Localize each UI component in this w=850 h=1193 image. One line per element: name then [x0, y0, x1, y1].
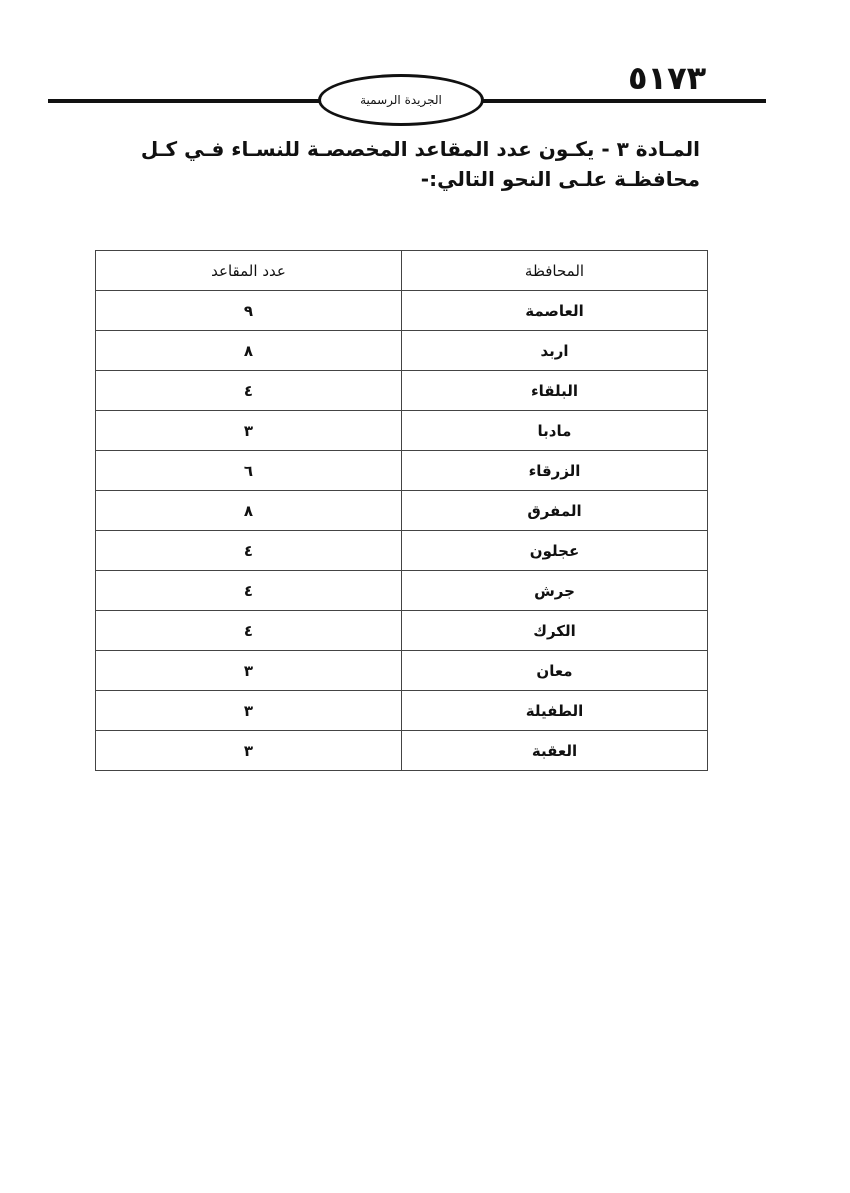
- table-row: [96, 731, 708, 771]
- table-row: [96, 331, 708, 371]
- seats-cell: ٤: [96, 371, 402, 411]
- governorate-cell: عجلون: [402, 531, 708, 571]
- seats-table: [95, 250, 708, 771]
- governorate-cell: البلقاء: [402, 371, 708, 411]
- governorate-cell: معان: [402, 651, 708, 691]
- gazette-badge: [318, 74, 484, 126]
- table-header-row: [96, 251, 708, 291]
- table-row: [96, 531, 708, 571]
- seats-cell: ٣: [96, 691, 402, 731]
- governorate-cell: مادبا: [402, 411, 708, 451]
- seats-cell: ٨: [96, 331, 402, 371]
- seats-cell: ٣: [96, 731, 402, 771]
- table-row: [96, 611, 708, 651]
- header-seats: عدد المقاعد: [96, 251, 402, 291]
- governorate-cell: جرش: [402, 571, 708, 611]
- table-row: [96, 371, 708, 411]
- header-governorate: المحافظة: [402, 251, 708, 291]
- table-row: [96, 411, 708, 451]
- seats-cell: ٤: [96, 611, 402, 651]
- governorate-cell: الكرك: [402, 611, 708, 651]
- governorate-cell: العاصمة: [402, 291, 708, 331]
- table-row: [96, 691, 708, 731]
- table-row: [96, 651, 708, 691]
- governorate-cell: المفرق: [402, 491, 708, 531]
- governorate-cell: العقبة: [402, 731, 708, 771]
- governorate-cell: الطفيلة: [402, 691, 708, 731]
- table-row: [96, 291, 708, 331]
- seats-cell: ٣: [96, 411, 402, 451]
- page-number: ٥١٧٣: [628, 59, 707, 97]
- table-row: [96, 491, 708, 531]
- gazette-label: الجريدة الرسمية: [360, 93, 442, 107]
- seats-cell: ٦: [96, 451, 402, 491]
- governorate-cell: اربد: [402, 331, 708, 371]
- table-row: [96, 451, 708, 491]
- seats-cell: ٣: [96, 651, 402, 691]
- seats-cell: ٤: [96, 531, 402, 571]
- article-text: المـادة ٣ - يكـون عدد المقاعد المخصصـة للنسـاء فـي كـل محافظـة علـى النحو التالي:-: [140, 137, 700, 191]
- governorate-cell: الزرقاء: [402, 451, 708, 491]
- seats-cell: ٤: [96, 571, 402, 611]
- table-row: [96, 571, 708, 611]
- seats-cell: ٨: [96, 491, 402, 531]
- seats-cell: ٩: [96, 291, 402, 331]
